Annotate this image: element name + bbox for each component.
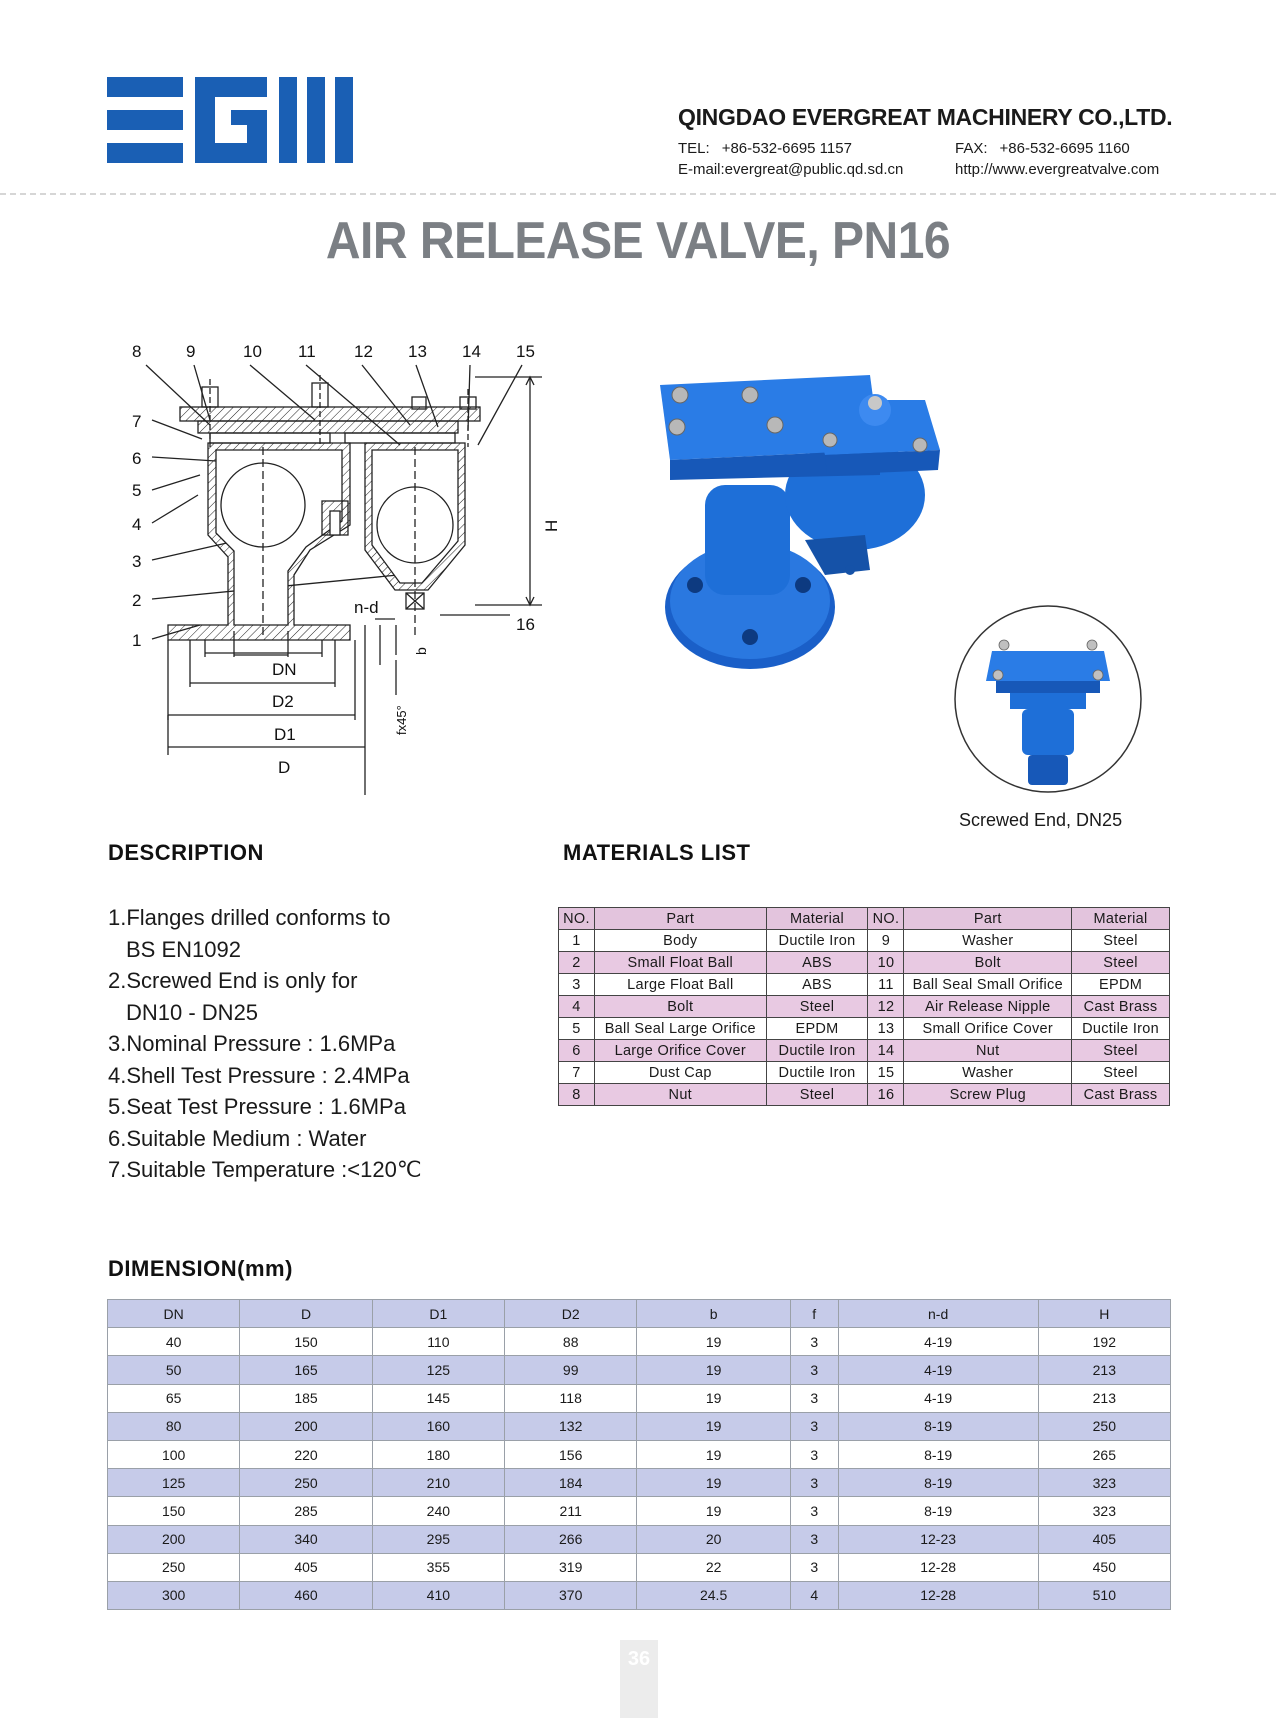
materials-cell: Nut xyxy=(904,1040,1072,1062)
tel-line xyxy=(678,140,852,157)
materials-cell: 8 xyxy=(559,1084,595,1106)
dimension-cell: 319 xyxy=(505,1553,637,1581)
dimension-cell: 19 xyxy=(637,1356,790,1384)
dimension-cell: 3 xyxy=(790,1440,838,1468)
dimension-row xyxy=(108,1497,1171,1525)
dimension-cell: 145 xyxy=(372,1384,504,1412)
materials-cell: Steel xyxy=(1072,1040,1170,1062)
tel-label: TEL: xyxy=(678,140,710,157)
description-list xyxy=(108,902,528,1186)
fax-line xyxy=(955,140,1130,157)
dimension-cell: 300 xyxy=(108,1581,240,1609)
materials-cell: 13 xyxy=(868,1018,904,1040)
materials-row xyxy=(559,996,1170,1018)
dimension-cell: 65 xyxy=(108,1384,240,1412)
dimension-cell: 265 xyxy=(1038,1440,1170,1468)
dimension-cell: 3 xyxy=(790,1525,838,1553)
dimension-cell: 510 xyxy=(1038,1581,1170,1609)
dimension-cell: 100 xyxy=(108,1440,240,1468)
dimension-cell: 3 xyxy=(790,1469,838,1497)
dimension-cell: 22 xyxy=(637,1553,790,1581)
valve-section-drawing xyxy=(110,335,610,795)
dimension-cell: 8-19 xyxy=(838,1440,1038,1468)
dimension-cell: 4-19 xyxy=(838,1356,1038,1384)
dimension-cell: 3 xyxy=(790,1497,838,1525)
dimension-row xyxy=(108,1469,1171,1497)
dimension-header-cell: b xyxy=(637,1300,790,1328)
dimension-header-cell: D1 xyxy=(372,1300,504,1328)
description-item: 4.Shell Test Pressure : 2.4MPa xyxy=(108,1062,410,1088)
dimension-cell: 185 xyxy=(240,1384,372,1412)
dimension-cell: 250 xyxy=(240,1469,372,1497)
dimension-cell: 19 xyxy=(637,1328,790,1356)
fax-label: FAX: xyxy=(955,140,988,157)
dimension-header-cell: f xyxy=(790,1300,838,1328)
label-7: 7 xyxy=(132,412,142,431)
materials-cell: Steel xyxy=(1072,930,1170,952)
materials-table xyxy=(558,907,1170,1106)
description-line: BS EN1092 xyxy=(126,936,241,962)
label-16: 16 xyxy=(516,615,535,634)
dimension-cell: 8-19 xyxy=(838,1497,1038,1525)
dim-d: D xyxy=(278,758,291,777)
dimension-cell: 19 xyxy=(637,1440,790,1468)
materials-cell: 1 xyxy=(559,930,595,952)
label-15: 15 xyxy=(516,342,535,361)
materials-cell: Screw Plug xyxy=(904,1084,1072,1106)
dimension-cell: 50 xyxy=(108,1356,240,1384)
website-line: http://www.evergreatvalve.com xyxy=(955,161,1160,178)
dimension-cell: 12-28 xyxy=(838,1553,1038,1581)
materials-row xyxy=(559,952,1170,974)
dimension-cell: 19 xyxy=(637,1497,790,1525)
label-9: 9 xyxy=(186,342,196,361)
description-item xyxy=(108,965,528,1028)
dimension-cell: 220 xyxy=(240,1440,372,1468)
dimension-cell: 3 xyxy=(790,1328,838,1356)
dimension-cell: 370 xyxy=(505,1581,637,1609)
header-divider xyxy=(0,193,1276,195)
dimension-cell: 450 xyxy=(1038,1553,1170,1581)
materials-header-cell: Material xyxy=(766,908,868,930)
materials-cell: Air Release Nipple xyxy=(904,996,1072,1018)
screwed-end-valve-inset xyxy=(952,603,1144,795)
materials-header-cell: Part xyxy=(904,908,1072,930)
dimension-cell: 192 xyxy=(1038,1328,1170,1356)
materials-cell: 4 xyxy=(559,996,595,1018)
materials-cell: Bolt xyxy=(904,952,1072,974)
dimension-cell: 132 xyxy=(505,1412,637,1440)
dimension-cell: 4 xyxy=(790,1581,838,1609)
dimension-cell: 3 xyxy=(790,1412,838,1440)
dimension-cell: 200 xyxy=(108,1525,240,1553)
materials-cell: Washer xyxy=(904,930,1072,952)
dimension-row xyxy=(108,1553,1171,1581)
materials-cell: Nut xyxy=(594,1084,766,1106)
dimension-cell: 240 xyxy=(372,1497,504,1525)
dimension-cell: 211 xyxy=(505,1497,637,1525)
dimension-header-cell: H xyxy=(1038,1300,1170,1328)
label-4: 4 xyxy=(132,515,142,534)
dimension-cell: 24.5 xyxy=(637,1581,790,1609)
dimension-row xyxy=(108,1581,1171,1609)
materials-cell: 9 xyxy=(868,930,904,952)
dim-b: b xyxy=(413,647,429,655)
materials-cell: 6 xyxy=(559,1040,595,1062)
label-8: 8 xyxy=(132,342,142,361)
dimension-cell: 156 xyxy=(505,1440,637,1468)
materials-cell: Ball Seal Large Orifice xyxy=(594,1018,766,1040)
dimension-cell: 150 xyxy=(240,1328,372,1356)
dimension-cell: 3 xyxy=(790,1384,838,1412)
dimension-cell: 295 xyxy=(372,1525,504,1553)
materials-cell: Large Float Ball xyxy=(594,974,766,996)
dimension-cell: 340 xyxy=(240,1525,372,1553)
materials-heading: MATERIALS LIST xyxy=(563,840,751,865)
dimension-cell: 80 xyxy=(108,1412,240,1440)
dimension-cell: 323 xyxy=(1038,1469,1170,1497)
dimension-cell: 165 xyxy=(240,1356,372,1384)
description-heading: DESCRIPTION xyxy=(108,840,264,865)
page-number: 36 xyxy=(627,1648,651,1670)
label-13: 13 xyxy=(408,342,427,361)
description-line: 1.Flanges drilled conforms to xyxy=(108,905,391,930)
materials-cell: Small Float Ball xyxy=(594,952,766,974)
dimension-cell: 355 xyxy=(372,1553,504,1581)
description-item xyxy=(108,902,528,965)
dimension-cell: 99 xyxy=(505,1356,637,1384)
dimension-cell: 250 xyxy=(1038,1412,1170,1440)
dimension-cell: 19 xyxy=(637,1384,790,1412)
dim-dn: DN xyxy=(272,660,297,679)
dimension-row xyxy=(108,1440,1171,1468)
photo-caption: Screwed End, DN25 xyxy=(959,810,1123,830)
dimension-cell: 160 xyxy=(372,1412,504,1440)
materials-cell: Dust Cap xyxy=(594,1062,766,1084)
materials-cell: 3 xyxy=(559,974,595,996)
dimension-cell: 210 xyxy=(372,1469,504,1497)
materials-cell: Large Orifice Cover xyxy=(594,1040,766,1062)
materials-cell: 2 xyxy=(559,952,595,974)
label-5: 5 xyxy=(132,481,142,500)
dimension-heading: DIMENSION(mm) xyxy=(108,1256,293,1281)
materials-cell: EPDM xyxy=(766,1018,868,1040)
page-title: AIR RELEASE VALVE, PN16 xyxy=(325,212,951,271)
dimension-cell: 460 xyxy=(240,1581,372,1609)
materials-cell: Small Orifice Cover xyxy=(904,1018,1072,1040)
dimension-cell: 8-19 xyxy=(838,1469,1038,1497)
dimension-header-cell: DN xyxy=(108,1300,240,1328)
dimension-cell: 180 xyxy=(372,1440,504,1468)
dimension-cell: 118 xyxy=(505,1384,637,1412)
label-3: 3 xyxy=(132,552,142,571)
materials-cell: ABS xyxy=(766,974,868,996)
label-6: 6 xyxy=(132,449,142,468)
materials-cell: Steel xyxy=(766,1084,868,1106)
dim-f: fx45° xyxy=(394,705,409,735)
materials-cell: 16 xyxy=(868,1084,904,1106)
materials-row xyxy=(559,974,1170,996)
dimension-row xyxy=(108,1328,1171,1356)
description-line: 2.Screwed End is only for xyxy=(108,968,358,993)
materials-cell: Ductile Iron xyxy=(1072,1018,1170,1040)
materials-cell: 10 xyxy=(868,952,904,974)
dimension-cell: 184 xyxy=(505,1469,637,1497)
materials-row xyxy=(559,1062,1170,1084)
dim-d2: D2 xyxy=(272,692,294,711)
description-item: 3.Nominal Pressure : 1.6MPa xyxy=(108,1031,396,1056)
materials-cell: 14 xyxy=(868,1040,904,1062)
dimension-row xyxy=(108,1412,1171,1440)
materials-row xyxy=(559,1084,1170,1106)
dimension-cell: 110 xyxy=(372,1328,504,1356)
dimension-cell: 410 xyxy=(372,1581,504,1609)
materials-row xyxy=(559,1040,1170,1062)
materials-cell: 11 xyxy=(868,974,904,996)
dimension-cell: 12-28 xyxy=(838,1581,1038,1609)
company-name: QINGDAO EVERGREAT MACHINERY CO.,LTD. xyxy=(678,104,1173,130)
dimension-header-row xyxy=(108,1300,1171,1328)
dimension-cell: 213 xyxy=(1038,1356,1170,1384)
dimension-header-cell: n-d xyxy=(838,1300,1038,1328)
label-2: 2 xyxy=(132,591,142,610)
dimension-header-cell: D xyxy=(240,1300,372,1328)
materials-cell: Bolt xyxy=(594,996,766,1018)
description-item: 7.Suitable Temperature :<120℃ xyxy=(108,1157,422,1182)
dimension-cell: 405 xyxy=(240,1553,372,1581)
label-1: 1 xyxy=(132,631,142,650)
materials-header-row xyxy=(559,908,1170,930)
dimension-cell: 3 xyxy=(790,1356,838,1384)
dimension-cell: 250 xyxy=(108,1553,240,1581)
materials-cell: EPDM xyxy=(1072,974,1170,996)
dimension-row xyxy=(108,1384,1171,1412)
dim-nd: n-d xyxy=(354,598,379,617)
materials-cell: Ductile Iron xyxy=(766,1040,868,1062)
dimension-cell: 213 xyxy=(1038,1384,1170,1412)
materials-row xyxy=(559,1018,1170,1040)
description-item: 5.Seat Test Pressure : 1.6MPa xyxy=(108,1094,406,1119)
dimension-cell: 323 xyxy=(1038,1497,1170,1525)
dimension-cell: 285 xyxy=(240,1497,372,1525)
materials-cell: Ball Seal Small Orifice xyxy=(904,974,1072,996)
materials-cell: Steel xyxy=(1072,1062,1170,1084)
dimension-cell: 266 xyxy=(505,1525,637,1553)
dimension-cell: 3 xyxy=(790,1553,838,1581)
materials-cell: Steel xyxy=(1072,952,1170,974)
label-10: 10 xyxy=(243,342,262,361)
materials-cell: Ductile Iron xyxy=(766,930,868,952)
materials-cell: 15 xyxy=(868,1062,904,1084)
dimension-row xyxy=(108,1525,1171,1553)
materials-header-cell: NO. xyxy=(868,908,904,930)
dimension-cell: 4-19 xyxy=(838,1328,1038,1356)
dimension-cell: 40 xyxy=(108,1328,240,1356)
label-11: 11 xyxy=(298,342,316,361)
dimension-cell: 4-19 xyxy=(838,1384,1038,1412)
dimension-cell: 125 xyxy=(372,1356,504,1384)
dim-h: H xyxy=(542,519,561,532)
materials-header-cell: NO. xyxy=(559,908,595,930)
dimension-cell: 405 xyxy=(1038,1525,1170,1553)
description-line: DN10 - DN25 xyxy=(126,999,259,1025)
fax-value: +86-532-6695 1160 xyxy=(999,140,1130,157)
materials-cell: 12 xyxy=(868,996,904,1018)
materials-cell: Steel xyxy=(766,996,868,1018)
dimension-cell: 88 xyxy=(505,1328,637,1356)
materials-cell: 5 xyxy=(559,1018,595,1040)
materials-header-cell: Part xyxy=(594,908,766,930)
materials-cell: ABS xyxy=(766,952,868,974)
dimension-cell: 200 xyxy=(240,1412,372,1440)
dimension-header-cell: D2 xyxy=(505,1300,637,1328)
tel-value: +86-532-6695 1157 xyxy=(721,140,852,157)
materials-cell: Ductile Iron xyxy=(766,1062,868,1084)
description-item: 6.Suitable Medium : Water xyxy=(108,1125,367,1151)
company-logo xyxy=(107,77,353,163)
materials-cell: Body xyxy=(594,930,766,952)
label-14: 14 xyxy=(462,342,481,361)
dimension-cell: 20 xyxy=(637,1525,790,1553)
label-12: 12 xyxy=(354,342,373,361)
materials-cell: Cast Brass xyxy=(1072,1084,1170,1106)
materials-header-cell: Material xyxy=(1072,908,1170,930)
dimension-cell: 19 xyxy=(637,1469,790,1497)
dimension-cell: 19 xyxy=(637,1412,790,1440)
email-line: E-mail:evergreat@public.qd.sd.cn xyxy=(678,161,904,178)
dimension-cell: 150 xyxy=(108,1497,240,1525)
materials-row xyxy=(559,930,1170,952)
dimension-cell: 8-19 xyxy=(838,1412,1038,1440)
dimension-table xyxy=(107,1299,1171,1610)
dim-d1: D1 xyxy=(274,725,296,744)
materials-cell: Washer xyxy=(904,1062,1072,1084)
dimension-cell: 12-23 xyxy=(838,1525,1038,1553)
materials-cell: 7 xyxy=(559,1062,595,1084)
dimension-cell: 125 xyxy=(108,1469,240,1497)
dimension-row xyxy=(108,1356,1171,1384)
materials-cell: Cast Brass xyxy=(1072,996,1170,1018)
